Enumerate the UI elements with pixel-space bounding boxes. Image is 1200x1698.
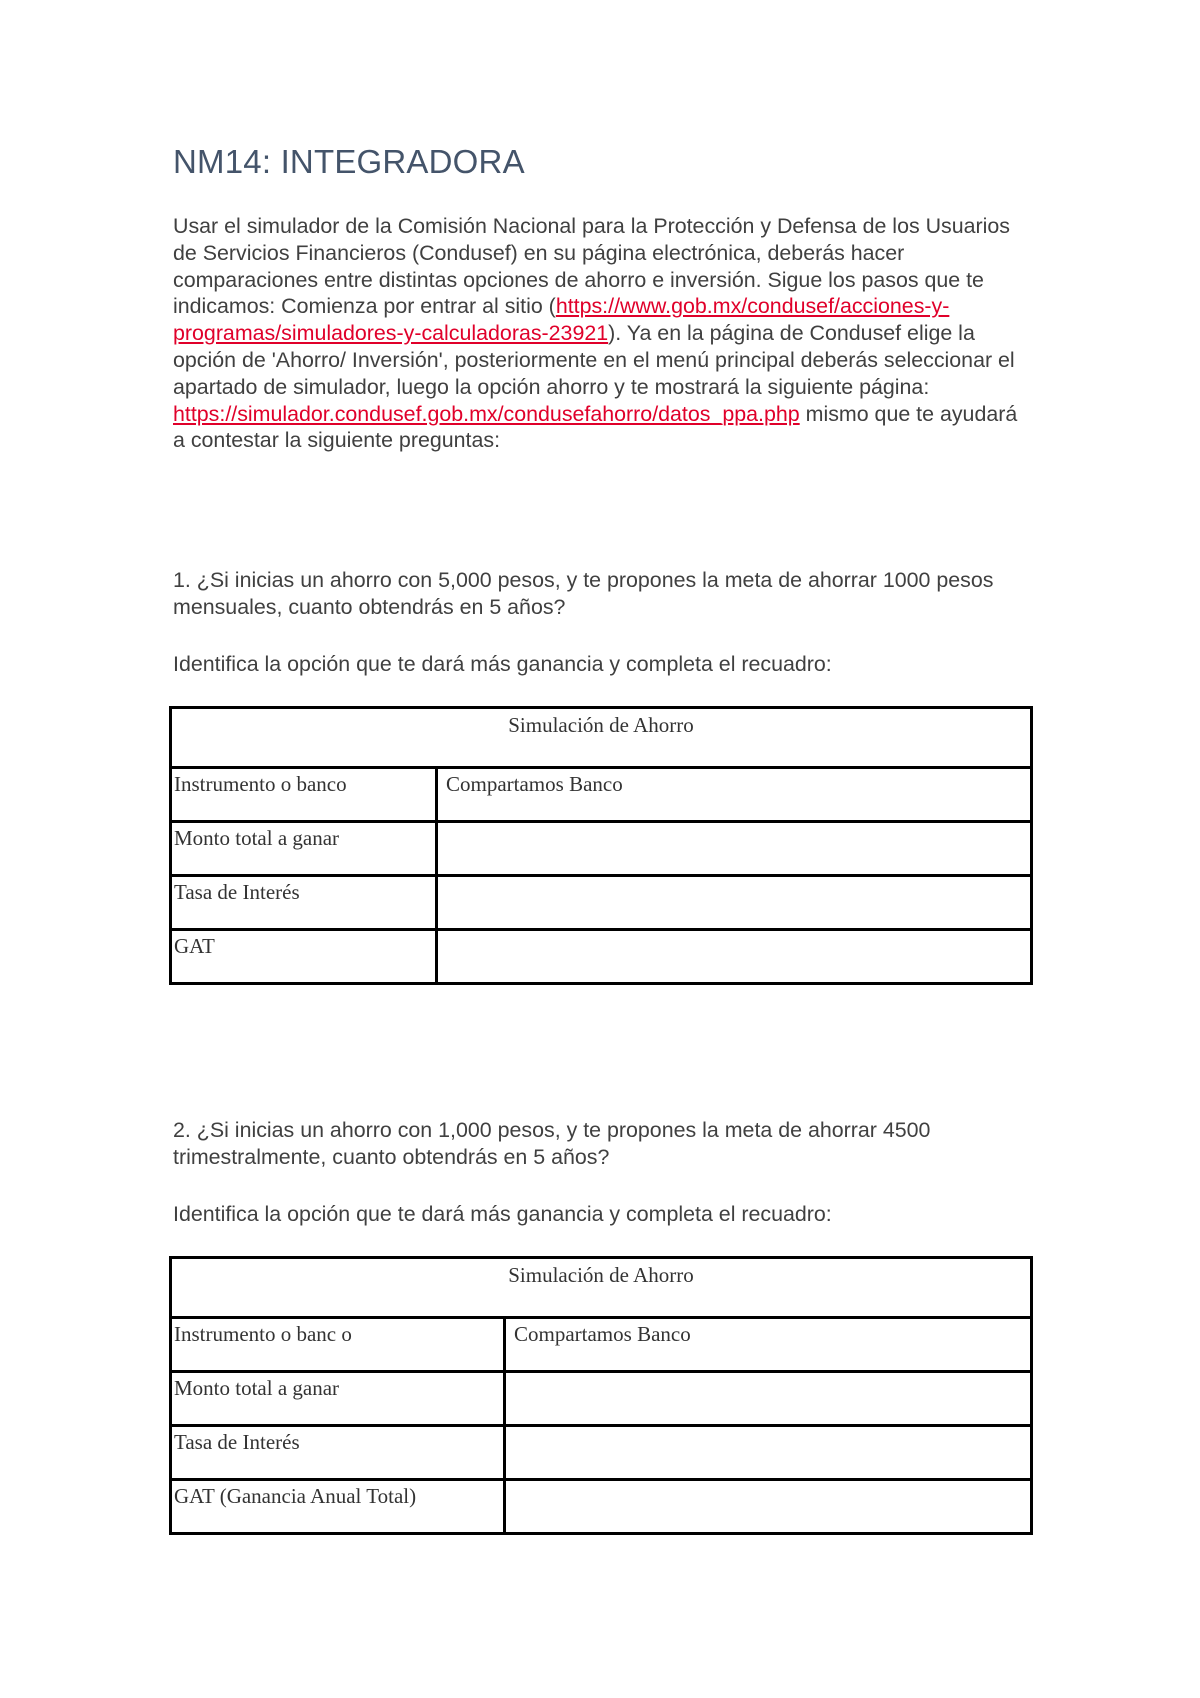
document-title: NM14: INTEGRADORA [173, 143, 525, 180]
table-row [171, 768, 1032, 822]
table-header: Simulación de Ahorro [171, 1258, 1032, 1318]
question-2-text: 2. ¿Si inicias un ahorro con 1,000 pesos, y te propones la meta de ahorrar 4500 trimestralmente, cuanto obtendrás en 5 años? [173, 1118, 931, 1169]
row-value[interactable] [437, 876, 1032, 930]
row-label: Instrumento o banc o [171, 1318, 505, 1372]
row-value[interactable] [437, 822, 1032, 876]
intro-text-3: mismo que te ayudará a contestar la siguiente preguntas: [173, 401, 1018, 453]
question-1-text: 1. ¿Si inicias un ahorro con 5,000 pesos, y te propones la meta de ahorrar 1000 pesos mensuales, cuanto obtendrás en 5 años? [173, 568, 994, 619]
question-1-instruction: Identifica la opción que te dará más ganancia y completa el recuadro: [173, 652, 832, 676]
row-label: Monto total a ganar [171, 1372, 505, 1426]
table-row [171, 876, 1032, 930]
simulator-ahorro-link[interactable]: https://simulador.condusef.gob.mx/condusefahorro/datos_ppa.php [173, 401, 800, 426]
table-header-row [171, 1258, 1032, 1318]
row-label: GAT (Ganancia Anual Total) [171, 1480, 505, 1534]
table-header-row [171, 708, 1032, 768]
table-row [171, 1426, 1032, 1480]
table-row [171, 822, 1032, 876]
question-2-table [169, 1256, 1033, 1535]
row-label: Tasa de Interés [171, 1426, 505, 1480]
table-row [171, 930, 1032, 984]
intro-text-2: ). Ya en la página de Condusef elige la opción de 'Ahorro/ Inversión', posteriormente en el menú principal deberás seleccionar el apartado de simulador, luego la opción ahorro y te mostrará la siguiente página: [173, 321, 1015, 399]
intro-paragraph [173, 213, 1033, 454]
row-value[interactable]: Compartamos Banco [505, 1318, 1032, 1372]
table-row [171, 1480, 1032, 1534]
table-row [171, 1318, 1032, 1372]
row-value[interactable] [505, 1480, 1032, 1534]
question-2-instruction: Identifica la opción que te dará más ganancia y completa el recuadro: [173, 1202, 832, 1226]
table-row [171, 1372, 1032, 1426]
condusef-simulators-link[interactable]: https://www.gob.mx/condusef/acciones-y-programas/simuladores-y-calculadoras-23921 [173, 294, 950, 346]
row-label: Instrumento o banco [171, 768, 437, 822]
row-label: Tasa de Interés [171, 876, 437, 930]
row-label: Monto total a ganar [171, 822, 437, 876]
intro-text-1: Usar el simulador de la Comisión Nacional para la Protección y Defensa de los Usuarios de Servicios Financieros (Condusef) en su página electrónica, deberás hacer comparaciones entre distintas opciones de ahorro e inversión. Sigue los pasos que te indicamos: Comienza por entrar al sitio ( [173, 214, 1011, 319]
question-1-table [169, 706, 1033, 985]
row-value[interactable] [505, 1372, 1032, 1426]
row-value[interactable] [505, 1426, 1032, 1480]
row-value[interactable] [437, 930, 1032, 984]
row-value[interactable]: Compartamos Banco [437, 768, 1032, 822]
table-header: Simulación de Ahorro [171, 708, 1032, 768]
row-label: GAT [171, 930, 437, 984]
